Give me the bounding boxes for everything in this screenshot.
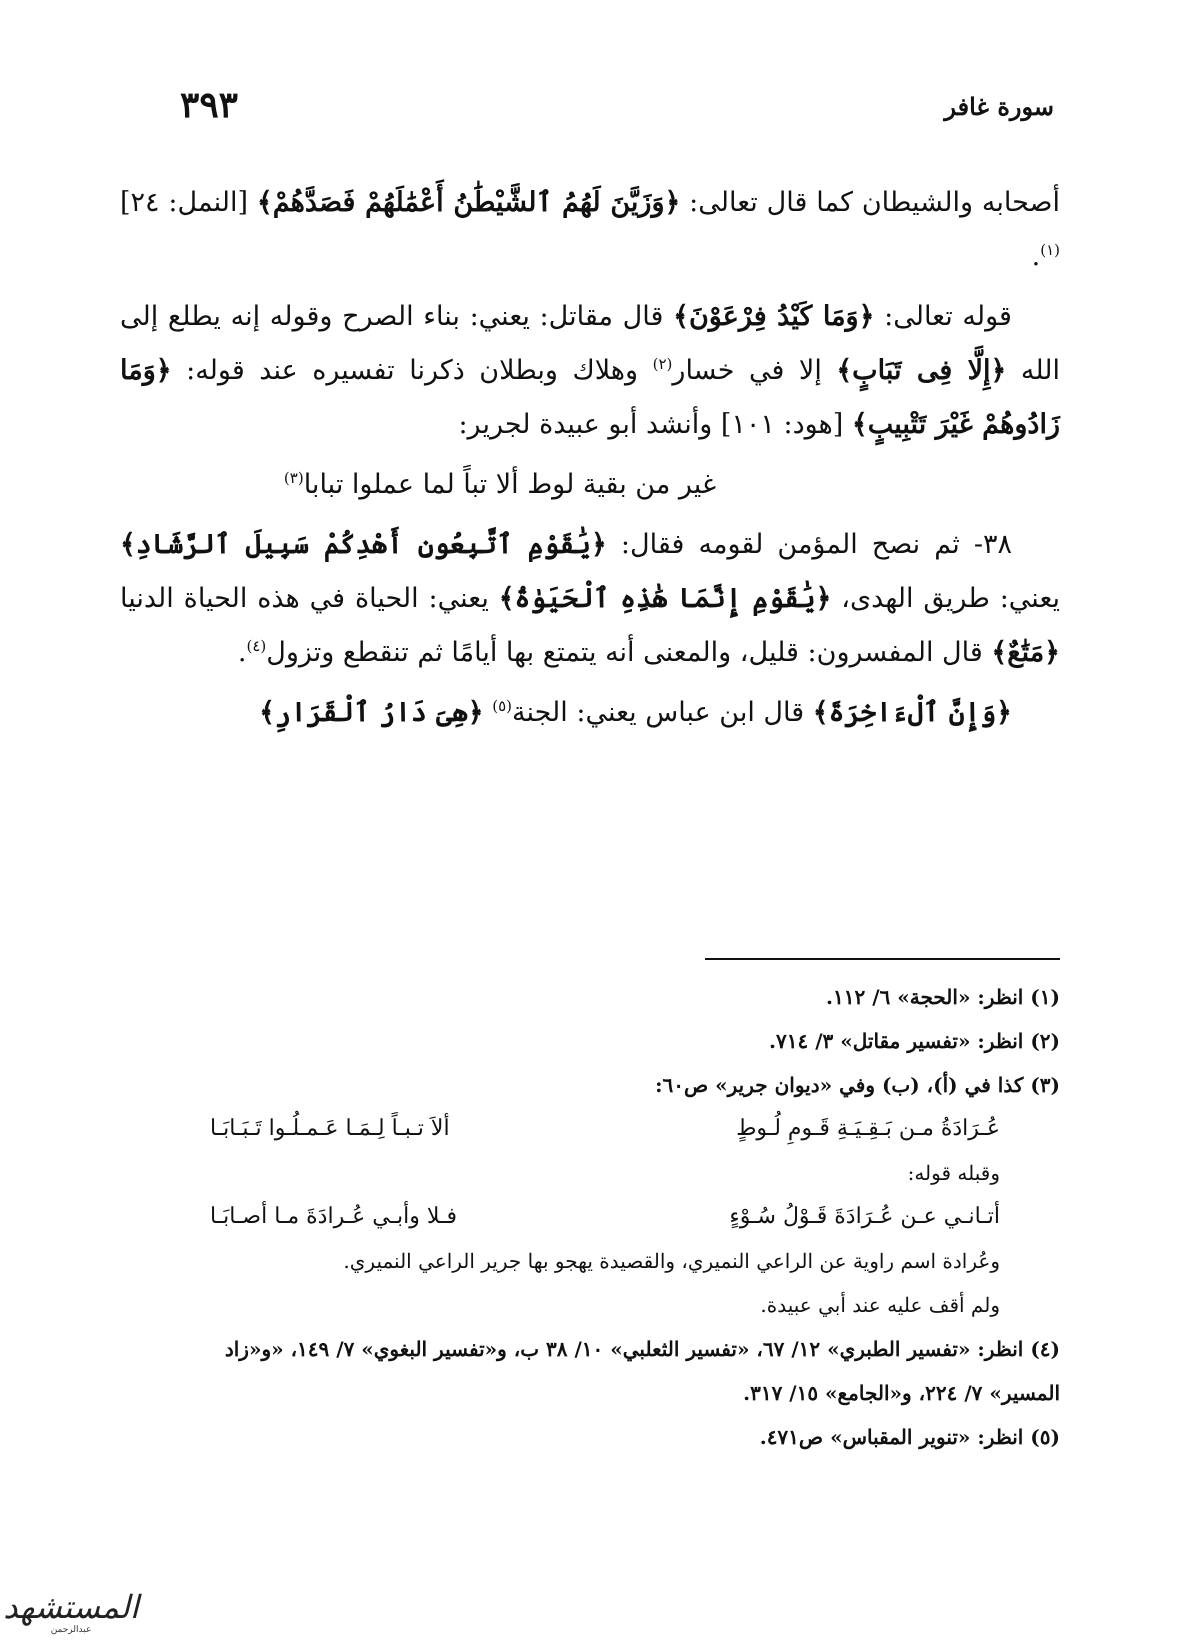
text-run: قال المفسرون: قليل، والمعنى أنه يتمتع بها أيامًا ثم تنقطع وتزول	[266, 637, 992, 668]
footnote-poem-line-1	[160, 1107, 1060, 1151]
quran-quote: ﴿هِىَ دَارُ ٱلْقَرَارِ﴾	[259, 697, 484, 728]
quran-quote: ﴿وَمَا كَيْدُ فِرْعَوْنَ﴾	[673, 301, 875, 332]
footnote-4: (٤) انظر: «تفسير الطبري» ١٢/ ٦٧، «تفسير الثعلبي» ١٠/ ٣٨ ب، و«تفسير البغوي» ٧/ ١٤٩، «و«زاد المسير» ٧/ ٢٢٤، و«الجامع» ١٥/ ٣١٧.	[224, 1337, 1060, 1405]
text-run: قال مقاتل: يعني: بناء الصرح وقوله إنه يطلع إلى الله	[120, 301, 1061, 386]
poem-hemistich-right: أتـانـي عـن عُـرَادَةَ قَـوْلُ سُـوْءٍ	[729, 1204, 1000, 1229]
quran-quote: ﴿وَمَا زَادُوهُمْ غَيْرَ تَتْبِيبٍ﴾	[120, 355, 1060, 440]
footnote-2: (٢) انظر: «تفسير مقاتل» ٣/ ٧١٤.	[769, 1029, 1060, 1053]
quran-quote: ﴿يَٰقَوْمِ إِنَّمَا هَٰذِهِ ٱلْحَيَوٰةُ﴾	[498, 583, 832, 614]
verse-text: غير من بقية لوط ألا تباً لما عملوا تبابا	[303, 469, 717, 500]
poem-hemistich-left: ألاَ تـبـاً لِـمَـا عَـمـلُـوا تَـبَـابَـا	[210, 1116, 450, 1141]
paragraph-3	[120, 518, 1060, 680]
text-run: يعني: الحياة في هذه الحياة الدنيا	[120, 583, 499, 614]
poem-hemistich-right: عُـرَادَةُ مـن بَـقِـيَـةِ قَـومِ لُـوطٍ	[736, 1116, 1000, 1141]
quran-quote: ﴿وَزَيَّنَ لَهُمُ ٱلشَّيْطَٰنُ أَعْمَٰلَهُمْ فَصَدَّهُمْ﴾	[256, 187, 681, 218]
logo-main-text: المستشهد	[3, 1588, 139, 1626]
footnote-ref[interactable]: (١)	[1040, 241, 1060, 259]
quran-quote: ﴿وَإِنَّ ٱلْءَاخِرَةَ﴾	[812, 697, 1012, 728]
text-run: ٣٨- ثم نصح المؤمن لقومه فقال:	[606, 529, 1012, 560]
book-page	[120, 0, 1060, 1650]
logo-sub-text: عبدالرحمن	[50, 1625, 92, 1635]
footnote-3-note-2: ولم أقف عليه عند أبي عبيدة.	[760, 1293, 1000, 1317]
paragraph-1	[120, 176, 1060, 284]
page-number: ٣٩٣	[180, 84, 239, 126]
footnote-ref[interactable]: (٤)	[246, 637, 267, 655]
text-run: إلا في خسار	[672, 355, 837, 386]
footnote-3-note: وعُرادة اسم راوية عن الراعي النميري، والقصيدة يهجو بها جرير الراعي النميري.	[343, 1249, 1000, 1273]
footnote-divider	[705, 958, 1060, 960]
text-run: [النمل: ٢٤]	[120, 187, 257, 218]
text-run: .	[1031, 241, 1041, 272]
text-run: قال ابن عباس يعني: الجنة	[512, 697, 813, 728]
quran-quote: ﴿إِلَّا فِى تَبَابٍ﴾	[836, 355, 1007, 386]
footnote-1: (١) انظر: «الحجة» ٦/ ١١٢.	[826, 985, 1060, 1009]
paragraph-4	[120, 686, 1060, 740]
watermark-logo	[3, 1585, 139, 1641]
text-run: [هود: ١٠١] وأنشد أبو عبيدة لجرير:	[458, 409, 852, 440]
poem-hemistich-left: فـلا وأبـي عُـرادَةَ مـا أصـابَـا	[210, 1204, 457, 1229]
text-run: يعني: طريق الهدى،	[831, 583, 1060, 614]
text-run	[484, 697, 493, 728]
text-run: أصحابه والشيطان كما قال تعالى:	[680, 187, 1060, 218]
footnotes	[160, 975, 1060, 1459]
footnote-5: (٥) انظر: «تنوير المقباس» ص٤٧١.	[759, 1425, 1060, 1449]
quran-quote: ﴿مَتَٰعٌ﴾	[991, 637, 1060, 668]
footnote-3-before: وقبله قوله:	[907, 1161, 1000, 1185]
footnote-ref[interactable]: (٥)	[492, 697, 512, 715]
text-run: .	[237, 637, 247, 668]
surah-title: سورة غافر	[944, 92, 1054, 121]
footnote-ref[interactable]: (٢)	[652, 355, 673, 373]
text-run: وهلاك وبطلان ذكرنا تفسيره عند قوله:	[171, 355, 653, 386]
main-text	[120, 176, 1060, 746]
footnote-3: (٣) كذا في (أ)، (ب) وفي «ديوان جرير» ص٦٠:	[655, 1073, 1060, 1097]
footnote-ref[interactable]: (٣)	[283, 469, 304, 487]
poetry-line	[120, 458, 1060, 512]
page-header	[180, 84, 1060, 132]
text-run: قوله تعالى:	[874, 301, 1012, 332]
footnote-poem-line-2	[160, 1195, 1060, 1239]
paragraph-2	[120, 290, 1060, 452]
quran-quote: ﴿يَٰقَوْمِ ٱتَّبِعُونِ أَهْدِكُمْ سَبِيلَ ٱلرَّشَادِ﴾	[120, 529, 607, 560]
